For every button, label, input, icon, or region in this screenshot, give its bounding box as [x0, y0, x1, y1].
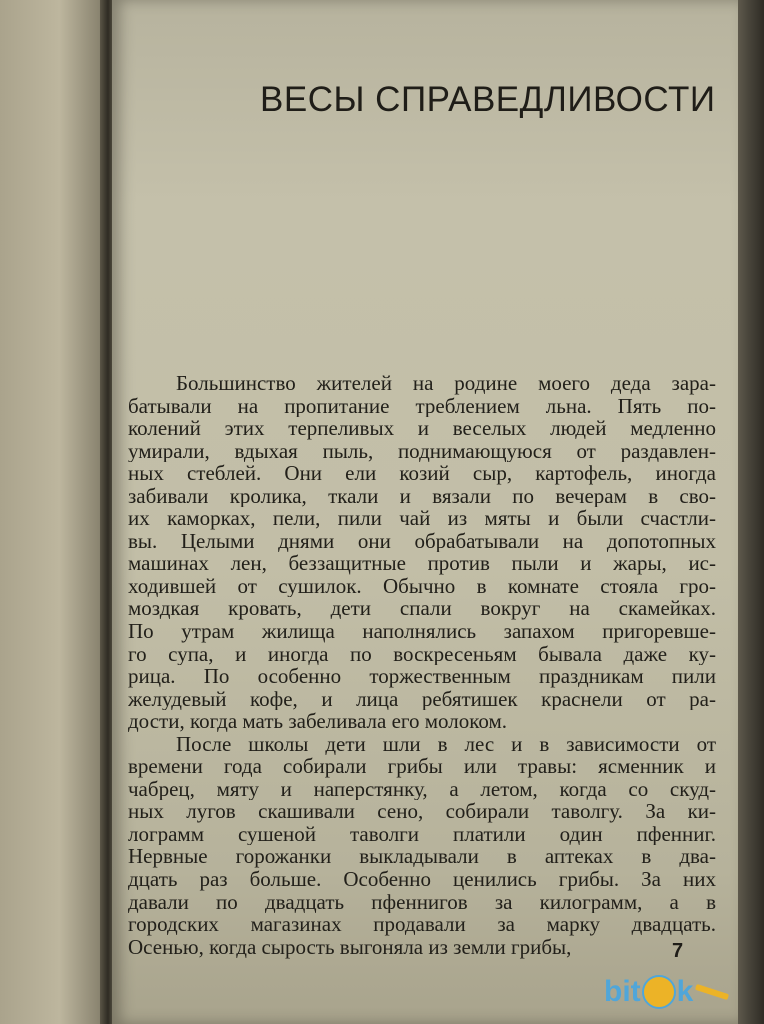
body-text: [128, 372, 716, 958]
paragraph: [128, 733, 716, 958]
text-line: забивали кролика, ткали и вязали по вечерам в сво-: [128, 484, 716, 508]
text-line: батывали на пропитание треблением льна. Пять по-: [128, 394, 716, 418]
text-line: чабрец, мяту и наперстянку, а летом, когда со скуд-: [128, 777, 716, 801]
text-line: времени года собирали грибы или травы: ясменник и: [128, 755, 716, 778]
text-line: По утрам жилища наполнялись запахом пригоревше-: [128, 620, 716, 643]
text-line: го супа, и иногда по воскресеньям бывала даже ку-: [128, 642, 716, 666]
text-line: моздкая кровать, дети спали вокруг на скамейках.: [128, 597, 716, 621]
page-number: 7: [672, 940, 684, 962]
text-line: дцать раз больше. Особенно ценились грибы. За них: [128, 868, 716, 891]
text-line: машинах лен, беззащитные против пыли и жары, ис-: [128, 552, 716, 575]
watermark-text-right: k: [676, 975, 694, 1008]
chapter-title: ВЕСЫ СПРАВЕДЛИВОСТИ: [260, 80, 716, 119]
text-line: дости, когда мать забеливала его молоком.: [128, 709, 508, 734]
text-line: ходившей от сушилок. Обычно в комнате стояла гро-: [128, 574, 716, 598]
facing-page-edge: [0, 0, 108, 1024]
watermark-hammer-icon: [695, 984, 729, 1000]
text-line: ных лугов скашивали сено, собирали таволгу. За ки-: [128, 800, 716, 823]
text-line: ных стеблей. Они ели козий сыр, картофель, иногда: [128, 462, 716, 485]
text-line: давали по двадцать пфеннигов за килограмм, а в: [128, 890, 716, 914]
text-line: вы. Целыми днями они обрабатывали на допотопных: [128, 529, 716, 553]
watermark-coin-icon: [642, 975, 676, 1009]
text-line: их каморках, пели, пили чай из мяты и были счастли-: [128, 507, 716, 530]
text-line: Нервные горожанки выкладывали в аптеках в два-: [128, 845, 716, 869]
watermark-logo: [604, 972, 729, 1012]
text-line: умирали, вдыхая пыль, поднимающуюся от раздавлен-: [128, 439, 716, 463]
watermark-text-left: bit: [604, 975, 641, 1008]
text-line: колений этих терпеливых и веселых людей медленно: [128, 417, 716, 440]
text-line: Большинство жителей на родине моего деда зара-: [176, 372, 716, 395]
text-line: Осенью, когда сырость выгоняла из земли грибы,: [128, 934, 572, 959]
text-line: рица. По особенно торжественным праздникам пили: [128, 665, 716, 688]
text-line: После школы дети шли в лес и в зависимости от: [176, 732, 716, 756]
text-line: желудевый кофе, и лица ребятишек краснели от ра-: [128, 687, 716, 711]
text-line: городских магазинах продавали за марку двадцать.: [128, 913, 716, 936]
text-line: лограмм сушеной таволги платили один пфенниг.: [128, 822, 716, 846]
paragraph: [128, 372, 716, 733]
